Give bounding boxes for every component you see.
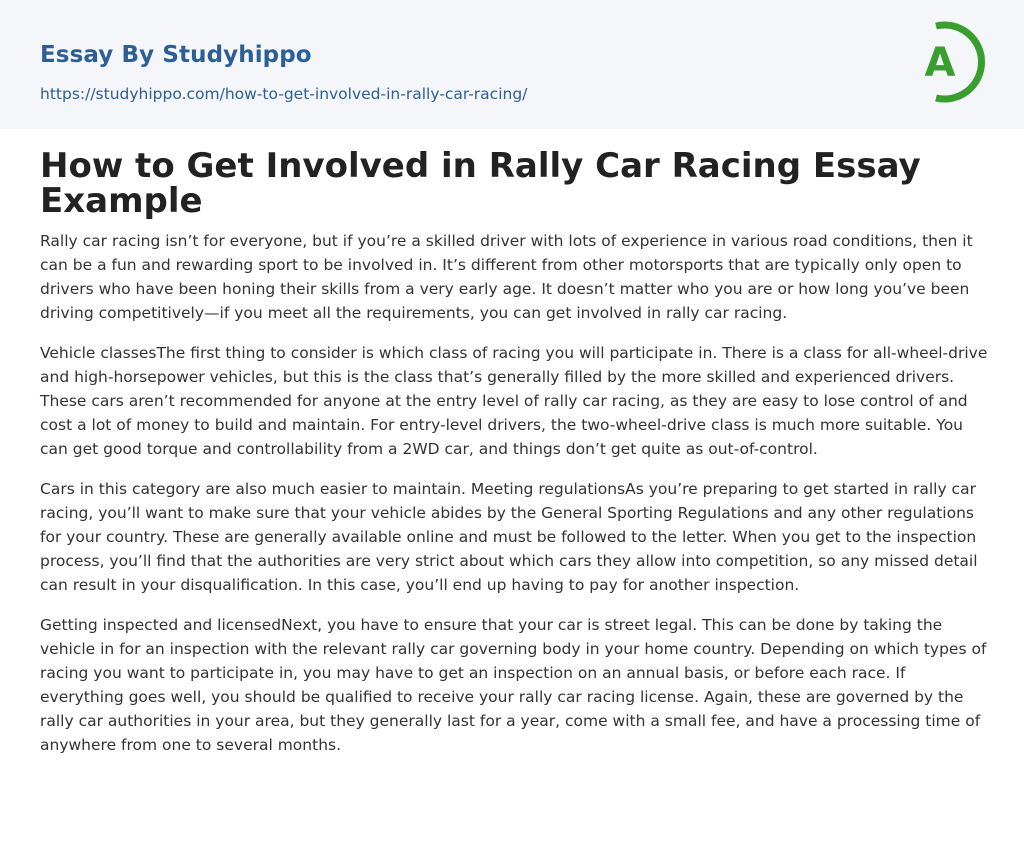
site-brand[interactable]: Essay By Studyhippo — [40, 42, 312, 68]
site-header — [0, 0, 1024, 129]
page-url[interactable]: https://studyhippo.com/how-to-get-involved-in-rally-car-racing/ — [40, 85, 528, 103]
article-title: How to Get Involved in Rally Car Racing Essay Example — [40, 146, 921, 221]
article-paragraph: Rally car racing isn’t for everyone, but if you’re a skilled driver with lots of experience in various road conditions, then it can be a fun and rewarding sport to be involved in. It’s different from other motorsports that are typically only open to drivers who have been honing their skills from a very early age. It doesn’t matter who you are or how long you’ve been driving competitively—if you meet all the requirements, you can get involved in rally car racing. — [40, 232, 973, 322]
article — [40, 146, 988, 773]
studyhippo-logo-icon[interactable] — [910, 18, 988, 106]
article-paragraph: Cars in this category are also much easier to maintain. Meeting regulationsAs you’re preparing to get started in rally car racing, you’ll want to make sure that your vehicle abides by the General Sporting Regulations and any other regulations for your country. These are generally available online and must be followed to the letter. When you get to the inspection process, you’ll find that the authorities are very strict about which cars they allow into competition, so any missed detail can result in your disqualification. In this case, you’ll end up having to pay for another inspection. — [40, 480, 978, 594]
article-paragraph: Getting inspected and licensedNext, you have to ensure that your car is street legal. This can be done by taking the vehicle in for an inspection with the relevant rally car governing body in your home country. Depending on which types of racing you want to participate in, you may have to get an inspection on an annual basis, or before each race. If everything goes well, you should be qualified to receive your rally car racing license. Again, these are governed by the rally car authorities in your area, but they generally last for a year, come with a small fee, and have a processing time of anywhere from one to several months. — [40, 616, 987, 754]
logo-letter: A — [924, 40, 956, 86]
article-paragraph: Vehicle classesThe first thing to consider is which class of racing you will participate in. There is a class for all-wheel-drive and high-horsepower vehicles, but this is the class that’s generally filled by the more skilled and experienced drivers. These cars aren’t recommended for anyone at the entry level of rally car racing, as they are easy to lose control of and cost a lot of money to build and maintain. For entry-level drivers, the two-wheel-drive class is much more suitable. You can get good torque and controllability from a 2WD car, and things don’t get quite as out-of-control. — [40, 344, 988, 458]
